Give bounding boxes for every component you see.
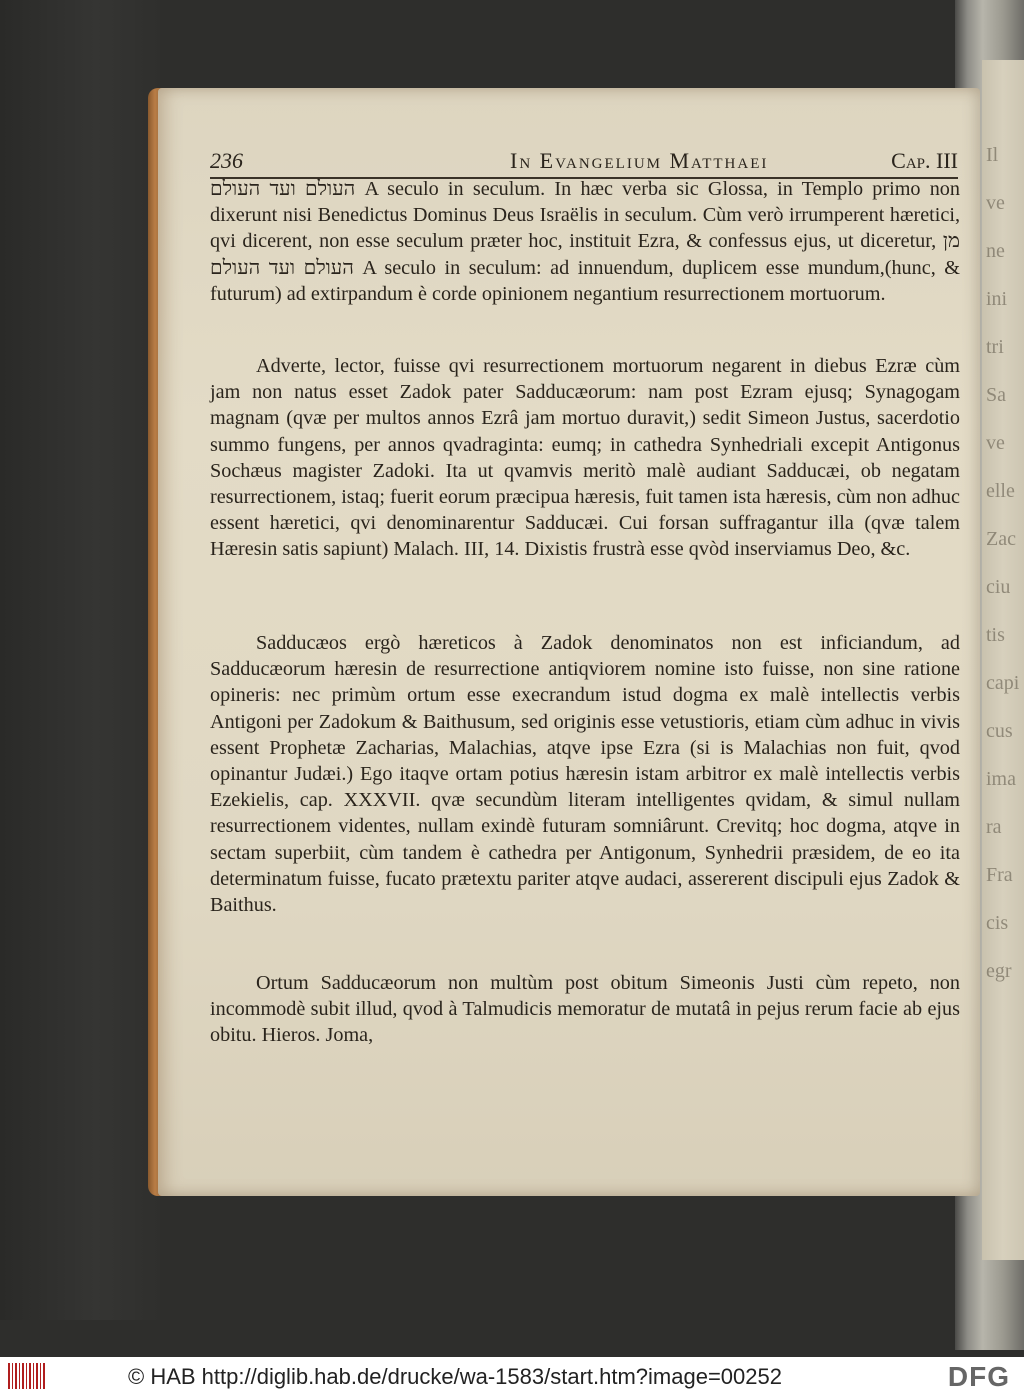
adjacent-fragment: elle [986,480,1015,502]
adjacent-fragment: Il [986,144,999,166]
page-number: 236 [210,148,243,173]
paragraph-text: Sadducæos ergò hæreticos à Zadok denominatos non est inficiandum, ad Sadducæorum hæresin de resurrectione antiqviorem nomine isto fuisse, non sine ratione opineris: nec primùm ortum esse execrandum istud dogma ex malè intellectis verbis Antigoni per Zadokum & Baithusum, sed originis esse vetustioris, etiam cùm adhuc in vivis essent Prophetæ Zacharias, Malachias, atqve ipse Ezra (si is Malachias non fuit, qvod opinantur Judæi.) Ego itaqve ortam potius hæresin istam arbitror ex malè intellectis verbis Ezekielis, cap. XXXVII. qvæ secundùm literam intelligentes qvidam, & simul nullam resurrectionem videntes, nullam exindè futuram somniârunt. Crevitq; hoc dogma, atqve in sectam superbiit, cùm tandem è cathedra per Antigonum, Synhedrii præsidem, de eo ita determinatum fuisse, fucato prætextu pariter atqve audaci, assererent discipuli ejus Zadok & Baithus. [210,632,960,917]
paragraph-text: Adverte, lector, fuisse qvi resurrectionem mortuorum negarent in diebus Ezræ cùm jam non natus esset Zadok pater Sadducæorum: nam post Ezram ejusq; Synagogam magnam (qvæ per multos annos Ezrâ jam mortuo duravit,) sedit Simeon Justus, sacerdotio summo fungens, per annos qvadraginta: eumq; in cathedra Synhedriali excepit Antigonus Sochæus magister Zadoki. Ita ut qvamvis meritò malè audiant Sadducæi, ob negatam resurrectionem, istaq; fuerit eorum præcipua hæresis, fuit tamen ista hæresis, cùm non adhuc essent hæretici, qvi denominarentur Sadducæi. Cui forsan suffragantur illa (qvæ talem Hæresin satis sapiunt) Malach. III, 14. Dixistis frustrà esse qvòd inserviamus Deo, &c. [210,355,960,561]
adjacent-fragment: capi [986,672,1020,694]
adjacent-fragment: Fra [986,864,1013,886]
adjacent-fragment: egr [986,960,1012,982]
adjacent-fragment: ve [986,192,1005,214]
adjacent-fragment: Zac [986,528,1016,550]
adjacent-fragment: tri [986,336,1004,358]
library-logo-icon [8,1363,46,1389]
adjacent-fragment: cus [986,720,1013,742]
adjacent-fragment: ve [986,432,1005,454]
running-header [210,148,958,176]
source-link[interactable]: © HAB http://diglib.hab.de/drucke/wa-1583/start.htm?image=00252 [128,1364,782,1389]
paragraph-2 [210,353,960,563]
adjacent-fragment: Sa [986,384,1006,406]
dfg-logo: DFG [947,1361,1010,1392]
paragraph-4 [210,970,960,1049]
adjacent-fragment: ciu [986,576,1011,598]
chapter-label: Cap. III [891,148,958,173]
running-title: In Evangelium Matthaei [510,148,769,173]
footer-bar [0,1357,1024,1396]
adjacent-fragment: tis [986,624,1005,646]
scan-backdrop [0,0,160,1320]
adjacent-fragment: cis [986,912,1009,934]
paragraph-text: העולם ועד העולם A seculo in seculum. In hæc verba sic Glossa, in Templo primo non dixerunt nisi Benedictus Dominus Deus Israëlis in seculum. Cùm verò irrumperent hæretici, qvi dicerent, non esse seculum præter hoc, instituit Ezra, & confessus ejus, ut diceretur, מן העולם ועד העולם A seculo in seculum: ad innuendum, duplicem esse mundum,(hunc, & futurum) ad extirpandum è corde opinionem negantium resurrectionem mortuorum. [210,178,960,305]
adjacent-fragment: ne [986,240,1005,262]
adjacent-fragment: ima [986,768,1016,790]
paragraph-3 [210,630,960,918]
adjacent-fragment: ra [986,816,1002,838]
paragraph-1 [210,176,960,307]
adjacent-page [982,60,1024,1260]
paragraph-text: Ortum Sadducæorum non multùm post obitum Simeonis Justi cùm repeto, non incommodè subit illud, qvod à Talmudicis memoratur de mutatâ in pejus rerum facie ab ejus obitu. Hieros. Joma, [210,972,960,1047]
adjacent-fragment: ini [986,288,1008,310]
